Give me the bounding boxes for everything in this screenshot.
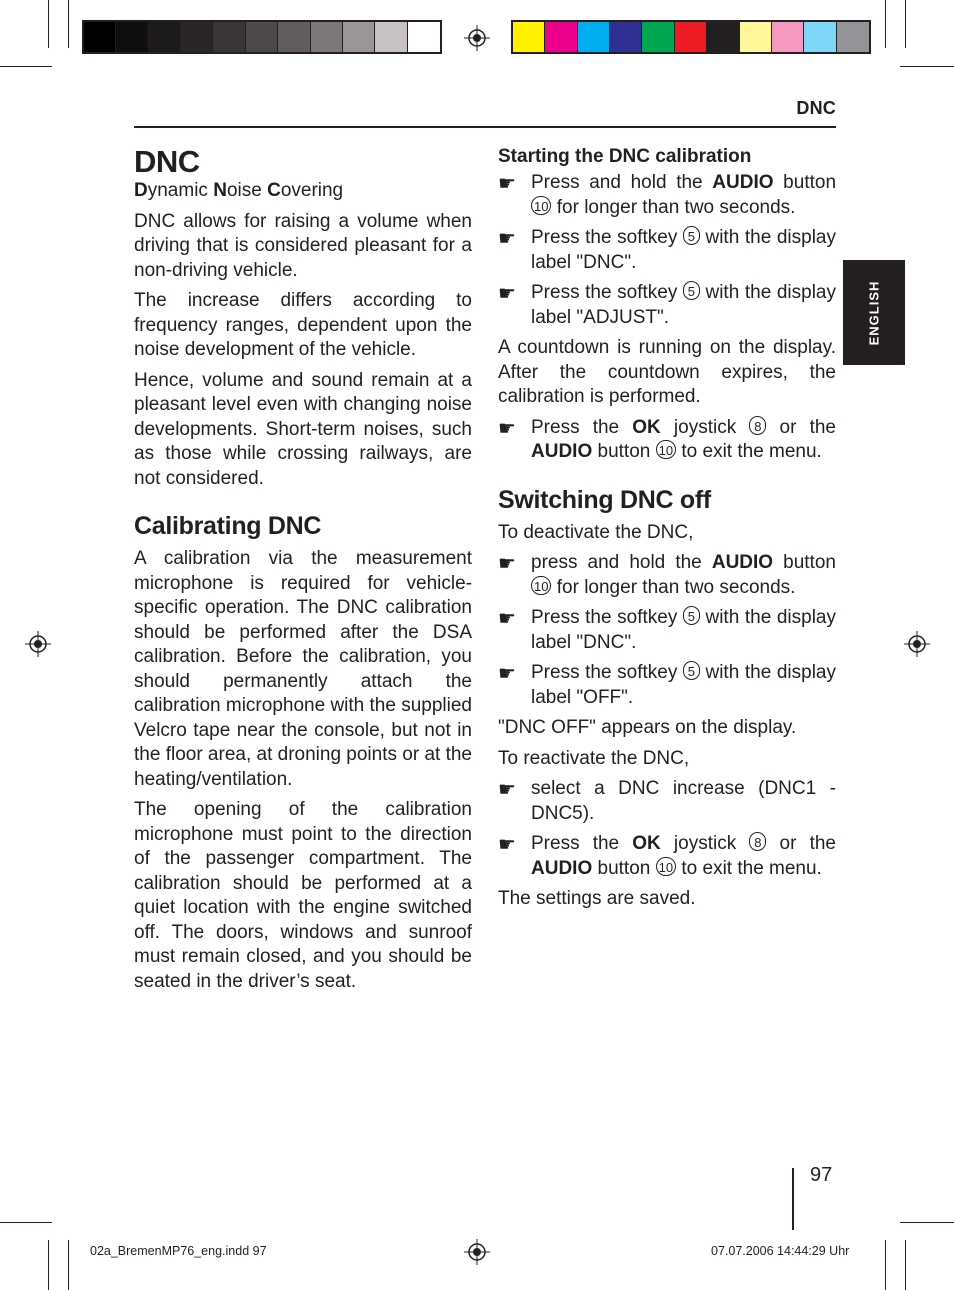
registration-mark-icon (25, 631, 51, 657)
color-swatch (181, 22, 213, 52)
color-swatch (545, 22, 577, 52)
color-swatch (837, 22, 869, 52)
color-swatch (513, 22, 545, 52)
calibration-paragraph: The opening of the calibration microphone must point to the direction of the passenger compartment. The calibration should be performed at a quiet location with the engine switched off. The doors, windows and sunroof must remain closed, and you should be seated in the driver’s seat. (134, 799, 472, 992)
left-column (134, 145, 472, 1000)
color-swatch (578, 22, 610, 52)
crop-mark (905, 0, 906, 48)
slug-timestamp: 07.07.2006 14:44:29 Uhr (711, 1244, 850, 1258)
color-bar (511, 20, 871, 54)
button-number-badge: 10 (531, 576, 551, 595)
color-swatch (772, 22, 804, 52)
off-display-paragraph: "DNC OFF" appears on the display. (498, 717, 797, 738)
crop-mark (48, 0, 49, 48)
crop-mark (900, 1222, 954, 1223)
button-number-badge: 10 (656, 440, 676, 459)
color-swatch (278, 22, 310, 52)
color-swatch (675, 22, 707, 52)
color-swatch (610, 22, 642, 52)
button-number-badge: 10 (656, 857, 676, 876)
color-swatch (707, 22, 739, 52)
button-number-badge: 8 (749, 416, 766, 435)
crop-mark (900, 66, 954, 67)
registration-mark-icon (464, 25, 490, 51)
list-item: ☛ Press the OK joystick 8 or the AUDIO button 10 to exit the menu. (498, 416, 836, 462)
subheading-start-calibration: Starting the DNC calibration (498, 146, 752, 167)
page-number: 97 (810, 1164, 833, 1186)
color-swatch (740, 22, 772, 52)
crop-mark (905, 1240, 906, 1290)
intro-paragraph: Hence, volume and sound remain at a pleasant level even with changing noise developments. Short-term noises, such as those while crossing railways, are not considered. (134, 369, 472, 489)
crop-mark (885, 0, 886, 48)
pointing-hand-icon: ☛ (498, 834, 516, 856)
calibration-paragraph: A calibration via the measurement microphone is required for vehicle-specific operation. The DNC calibration should be performed after the DSA calibration. Before the calibration, you should permanently attach the calibration microphone with the supplied Velcro tape near the console, but not in the floor area, at droning points or at the heating/ventilation. (134, 548, 472, 790)
crop-mark (68, 0, 69, 48)
header-rule (134, 126, 836, 128)
page-title: DNC (134, 144, 200, 179)
reactivate-paragraph: To reactivate the DNC, (498, 747, 690, 769)
registration-mark-icon (904, 631, 930, 657)
color-swatch (149, 22, 181, 52)
list-item: ☛ Press the softkey 5 with the display label "DNC". (498, 607, 836, 653)
pointing-hand-icon: ☛ (498, 283, 516, 305)
right-column (498, 145, 836, 918)
registration-mark-icon (464, 1239, 490, 1265)
pointing-hand-icon: ☛ (498, 663, 516, 685)
deactivate-paragraph: To deactivate the DNC, (498, 521, 694, 543)
color-swatch (84, 22, 116, 52)
page-number-rule (792, 1168, 794, 1230)
crop-mark (0, 66, 52, 67)
button-number-badge: 5 (683, 281, 700, 300)
list-item: ☛ Press the softkey 5 with the display label "OFF". (498, 662, 836, 708)
pointing-hand-icon: ☛ (498, 779, 516, 801)
list-item: ☛ press and hold the AUDIO button 10 for longer than two seconds. (498, 552, 836, 598)
language-tab (843, 260, 905, 365)
color-swatch (343, 22, 375, 52)
crop-mark (0, 1222, 52, 1223)
pointing-hand-icon: ☛ (498, 417, 516, 440)
list-item: ☛ Press the OK joystick 8 or the AUDIO button 10 to exit the menu. (498, 833, 836, 879)
color-swatch (642, 22, 674, 52)
color-swatch (375, 22, 407, 52)
list-item: ☛ Press the softkey 5 with the display label "DNC". (498, 227, 836, 273)
color-swatch (246, 22, 278, 52)
slug-filename: 02a_BremenMP76_eng.indd 97 (90, 1244, 267, 1258)
list-item: ☛ Press the softkey 5 with the display label "ADJUST". (498, 282, 836, 328)
title-expansion: Dynamic Noise Covering (134, 180, 344, 201)
button-number-badge: 5 (683, 226, 700, 245)
saved-paragraph: The settings are saved. (498, 888, 696, 909)
button-number-badge: 5 (683, 661, 700, 680)
color-swatch (116, 22, 148, 52)
language-tab-label: ENGLISH (866, 280, 882, 345)
color-swatch (311, 22, 343, 52)
pointing-hand-icon: ☛ (498, 553, 516, 575)
pointing-hand-icon: ☛ (498, 173, 516, 195)
grayscale-bar (82, 20, 442, 54)
button-number-badge: 10 (531, 196, 551, 215)
section-heading-calibrating: Calibrating DNC (134, 512, 322, 540)
color-swatch (408, 22, 440, 52)
intro-paragraph: DNC allows for raising a volume when driving that is considered pleasant for a non-driving vehicle. (134, 210, 472, 281)
crop-mark (885, 1240, 886, 1290)
color-swatch (804, 22, 836, 52)
pointing-hand-icon: ☛ (498, 608, 516, 630)
crop-mark (48, 1240, 49, 1290)
button-number-badge: 5 (683, 606, 700, 625)
list-item: ☛ Press and hold the AUDIO button 10 for longer than two seconds. (498, 172, 837, 218)
running-head: DNC (796, 98, 836, 118)
button-number-badge: 8 (749, 832, 766, 851)
crop-mark (68, 1240, 69, 1290)
list-item: ☛ select a DNC increase (DNC1 - DNC5). (498, 778, 836, 824)
color-swatch (213, 22, 245, 52)
intro-paragraph: The increase differs according to frequency ranges, dependent upon the noise development of the vehicle. (134, 290, 472, 360)
pointing-hand-icon: ☛ (498, 228, 516, 250)
section-heading-switching-off: Switching DNC off (498, 485, 711, 514)
countdown-paragraph: A countdown is running on the display. After the countdown expires, the calibration is performed. (498, 337, 836, 407)
